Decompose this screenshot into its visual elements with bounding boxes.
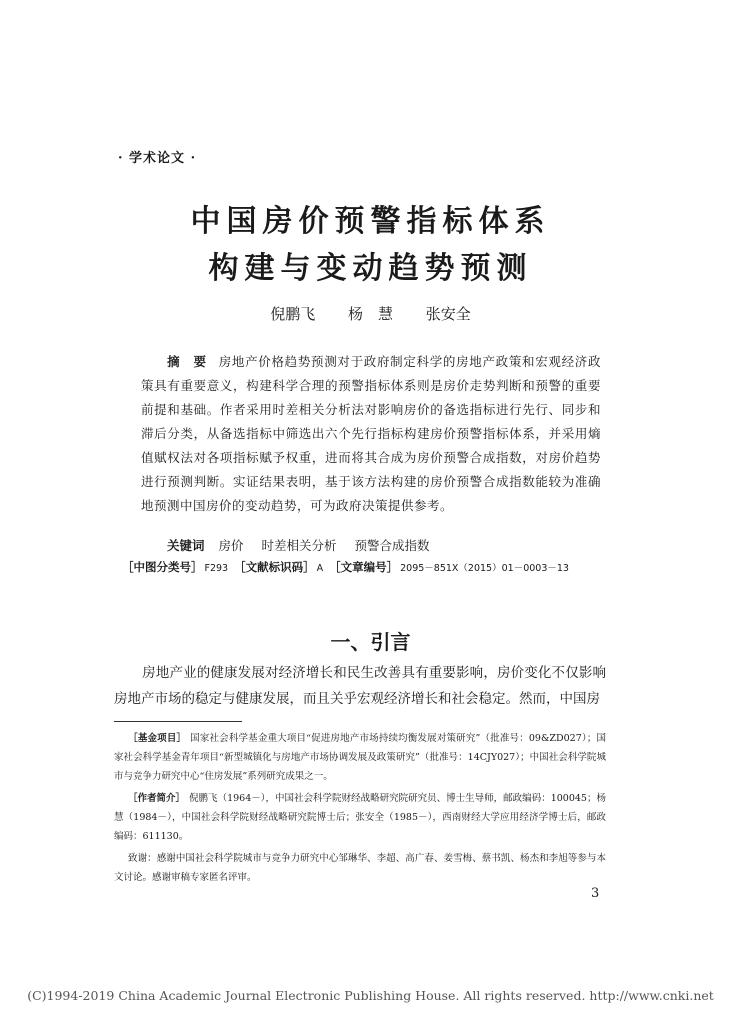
abstract-label: 摘 要 xyxy=(167,354,207,369)
author-bio-label: ［作者简介］ xyxy=(128,793,186,804)
paper-title-line-1: 中国房价预警指标体系 xyxy=(190,204,551,239)
thanks-footnote xyxy=(114,849,606,887)
intro-paragraph xyxy=(114,660,606,712)
authors xyxy=(0,303,741,324)
abstract xyxy=(141,350,601,518)
intro-text: 房地产业的健康发展对经济增长和民生改善具有重要影响，房价变化不仅影响房地产市场的稳定与健康发展，而且关乎宏观经济增长和社会稳定。然而，中国房 xyxy=(114,665,606,707)
copyright-footer: (C)1994-2019 China Academic Journal Electronic Publishing House. All rights reserved. http://www.cnki.net xyxy=(27,988,714,1003)
footnotes xyxy=(114,729,606,890)
thanks-text: 致谢：感谢中国社会科学院城市与竞争力研究中心邹琳华、李超、高广春、姜雪梅、蔡书凯、杨杰和李旭等参与本文讨论。感谢审稿专家匿名评审。 xyxy=(114,853,606,883)
page-number: 3 xyxy=(591,886,600,901)
fund-footnote xyxy=(114,729,606,786)
abstract-text: 房地产价格趋势预测对于政府制定科学的房地产政策和宏观经济政策具有重要意义，构建科学合理的预警指标体系则是房价走势判断和预警的重要前提和基础。作者采用时差相关分析法对影响房价的备选指标进行先行、同步和滞后分类，从备选指标中筛选出六个先行指标构建房价预警指标体系，并采用熵值赋权法对各项指标赋予权重，进而将其合成为房价预警合成指数，对房价趋势进行预测判断。实证结果表明，基于该方法构建的房价预警合成指数能较为准确地预测中国房价的变动趋势，可为政府决策提供参考。 xyxy=(141,354,601,513)
fund-text: 国家社会科学基金重大项目“促进房地产市场持续均衡发展对策研究”（批准号：09&ZD027）；国家社会科学基金青年项目“新型城镇化与房地产市场协调发展及政策研究”（批准号：14CJY027）；中国社会科学院城市与竞争力研究中心“住房发展”系列研究成果之一。 xyxy=(114,733,606,782)
doc-code-value: A xyxy=(316,563,324,574)
author-name: 张安全 xyxy=(425,305,471,323)
footnote-divider xyxy=(114,721,242,722)
clc-label: ［中图分类号］ xyxy=(122,560,203,574)
keyword: 房价 xyxy=(218,538,244,553)
author-bio-text: 倪鹏飞（1964－），中国社会科学院财经战略研究院研究员、博士生导师，邮政编码：100045；杨慧（1984－），中国社会科学院财经战略研究院博士后；张安全（1985－），西南财经大学应用经济学博士后，邮政编码：611130。 xyxy=(114,793,606,842)
article-number-label: ［文章编号］ xyxy=(329,560,399,574)
keywords xyxy=(167,536,444,554)
author-footnote xyxy=(114,789,606,846)
article-number-value: 2095－851X（2015）01－0003－13 xyxy=(400,563,569,574)
paper-title-line-2: 构建与变动趋势预测 xyxy=(208,251,533,286)
section-heading: 一、引言 xyxy=(330,630,411,654)
keyword: 时差相关分析 xyxy=(261,538,337,553)
clc-value: F293 xyxy=(204,563,229,574)
classification-line xyxy=(122,559,575,575)
doc-code-label: ［文献标识码］ xyxy=(234,560,315,574)
keyword: 预警合成指数 xyxy=(354,538,430,553)
author-name: 杨 慧 xyxy=(347,305,393,323)
keywords-label: 关键词 xyxy=(167,538,205,553)
fund-label: ［基金项目］ xyxy=(128,733,187,744)
section-tag: · 学术论文 · xyxy=(118,151,197,166)
author-name: 倪鹏飞 xyxy=(270,305,316,323)
